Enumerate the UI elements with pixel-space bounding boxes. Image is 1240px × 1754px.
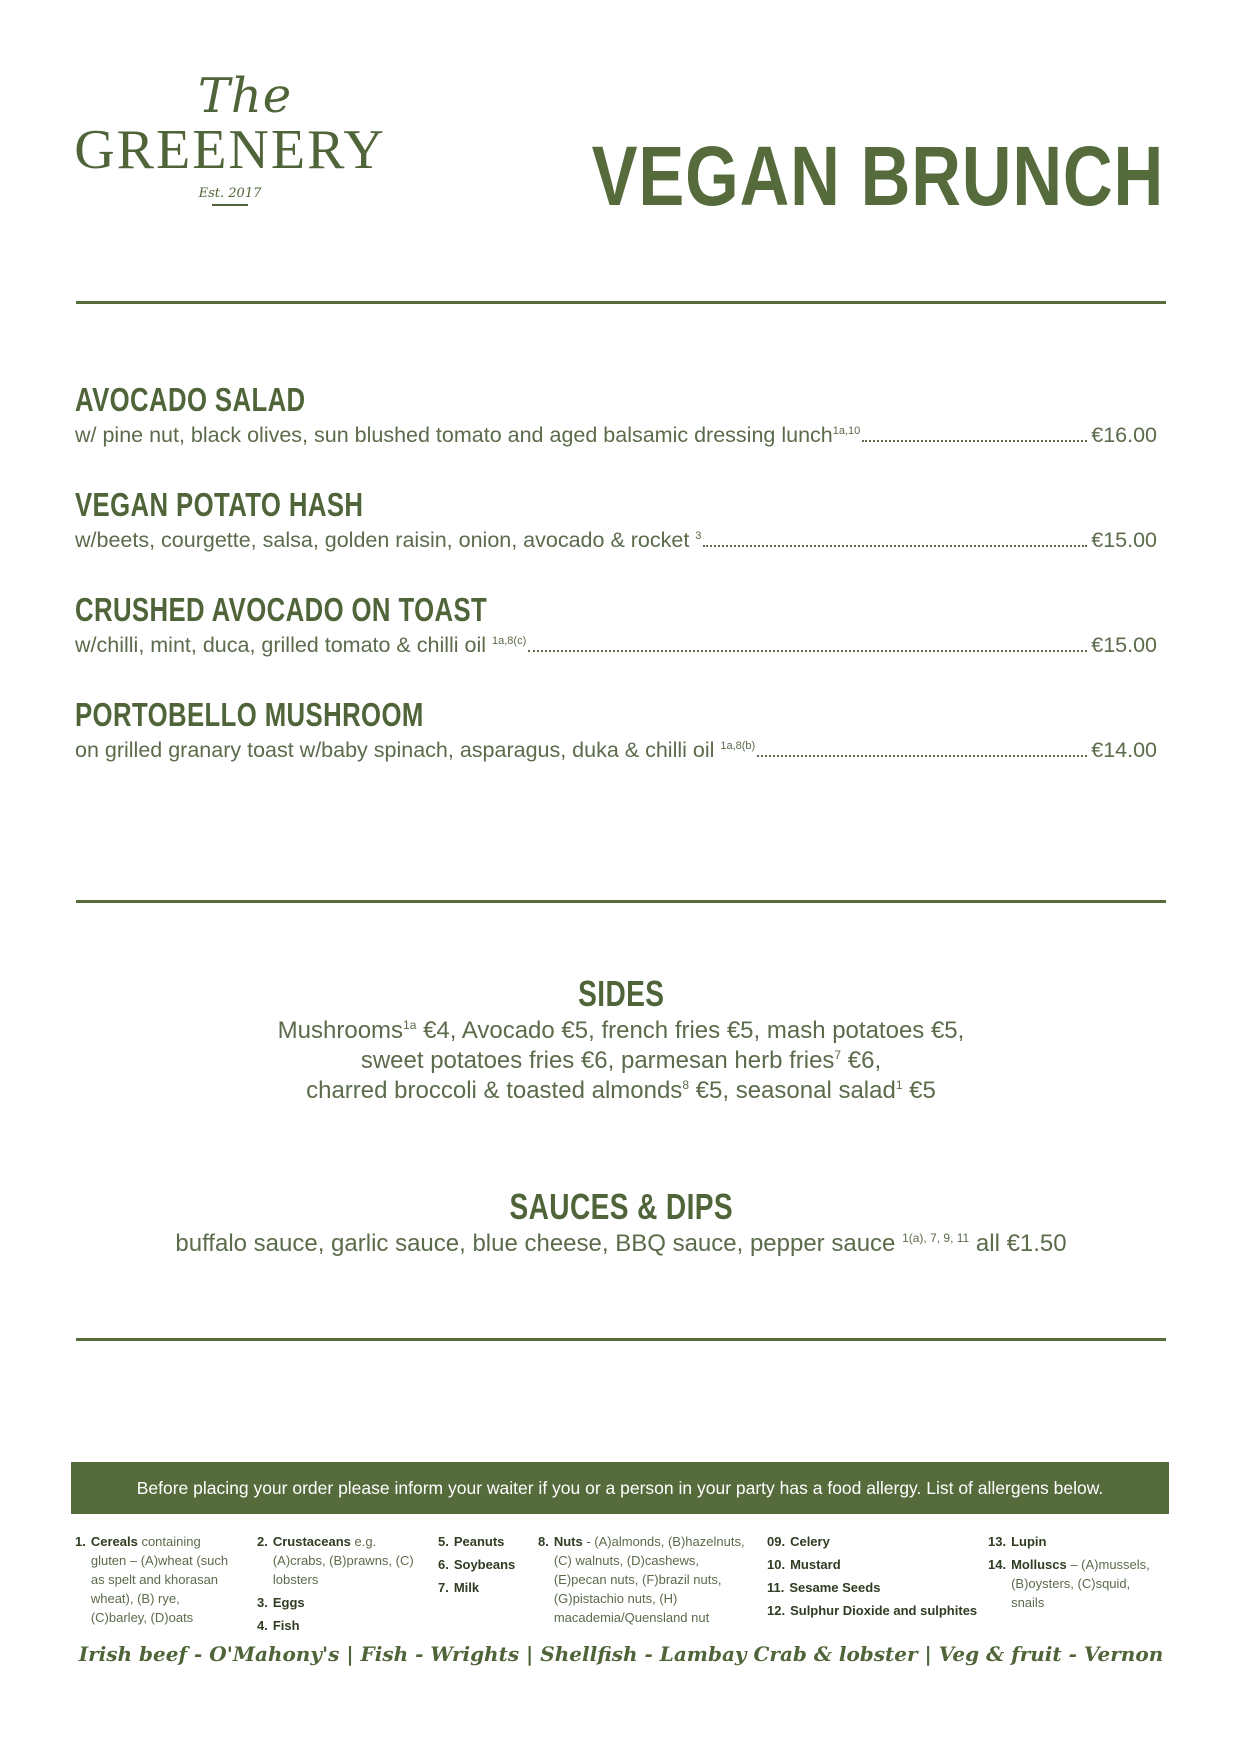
allergen-column [538, 1532, 748, 1631]
allergen-item: 09. Celery [767, 1534, 830, 1549]
dot-leader [528, 650, 1087, 652]
dot-leader [757, 755, 1087, 757]
dot-leader [703, 545, 1087, 547]
allergen-item: 11. Sesame Seeds [767, 1580, 881, 1595]
allergen-item: 10. Mustard [767, 1557, 841, 1572]
item-line [75, 630, 1157, 660]
allergen-codes: 1a,10 [832, 424, 861, 437]
allergen-column [438, 1532, 538, 1601]
logo-underline [212, 204, 248, 206]
item-line [75, 735, 1157, 765]
allergen-item: 6. Soybeans [438, 1557, 516, 1572]
logo-the: The [197, 68, 293, 124]
allergen-column [767, 1532, 1007, 1624]
item-name: AVOCADO SALAD [75, 381, 306, 418]
allergen-item: 3. Eggs [257, 1595, 305, 1610]
divider-bottom [76, 1338, 1166, 1341]
allergen-item: 2. Crustaceans e.g. (A)crabs, (B)prawns, (C) lobsters [257, 1534, 414, 1587]
logo-name: GREENERY [74, 119, 386, 181]
divider-middle [76, 900, 1166, 903]
item-name: VEGAN POTATO HASH [75, 486, 364, 523]
item-price: €14.00 [1091, 738, 1157, 762]
sauces-section [76, 1185, 1166, 1259]
menu-items [75, 380, 1163, 800]
menu-item [75, 590, 1163, 695]
item-price: €16.00 [1091, 423, 1157, 447]
item-description: on grilled granary toast w/baby spinach, asparagus, duka & chilli oil $^{1a,8(b)}$ [75, 738, 756, 762]
allergen-column [988, 1532, 1163, 1616]
divider-top [76, 301, 1166, 304]
item-line [75, 420, 1157, 450]
allergen-item: 5. Peanuts [438, 1534, 505, 1549]
item-description: w/ pine nut, black olives, sun blushed tomato and aged balsamic dressing lunch$^{1a,10}$ [75, 423, 861, 447]
menu-item [75, 380, 1163, 485]
allergen-item: 1. Cereals containing gluten – (A)wheat (such as spelt and khorasan wheat), (B) rye, (C)barley, (D)oats [75, 1534, 229, 1625]
page-title: VEGAN BRUNCH [591, 129, 1164, 223]
menu-item [75, 695, 1163, 800]
item-price: €15.00 [1091, 633, 1157, 657]
allergen-item: 14. Molluscs – (A)mussels, (B)oysters, (C)squid, snails [988, 1557, 1150, 1610]
item-description: w/beets, courgette, salsa, golden raisin, onion, avocado & rocket $^3$ [75, 528, 702, 552]
brand-logo [70, 70, 390, 206]
allergen-item: 12. Sulphur Dioxide and sulphites [767, 1603, 978, 1618]
suppliers-footer: Irish beef - O'Mahony's | Fish - Wrights | Shellfish - Lambay Crab & lobster | Veg & fruit - Vernon [78, 1642, 1164, 1666]
item-name: CRUSHED AVOCADO ON TOAST [75, 591, 488, 628]
item-line [75, 525, 1157, 555]
sauces-text: buffalo sauce, garlic sauce, blue cheese, BBQ sauce, pepper sauce $^{1(a), 7, 9, 11}$ all €1.50 [175, 1230, 1067, 1257]
allergen-item: 7. Milk [438, 1580, 480, 1595]
allergen-codes: 1a,8(b) [720, 739, 756, 752]
sauces-title: SAUCES & DIPS [509, 1186, 733, 1227]
allergen-column [257, 1532, 427, 1639]
allergen-item: 8. Nuts - (A)almonds, (B)hazelnuts, (C) walnuts, (D)cashews, (E)pecan nuts, (F)brazil nuts, (G)pistachio nuts, (H) macademia/Quensland nut [538, 1534, 745, 1625]
allergy-notice-banner: Before placing your order please inform your waiter if you or a person in your party has a food allergy. List of allergens below. [71, 1462, 1169, 1514]
allergen-item: 13. Lupin [988, 1534, 1047, 1549]
logo-established: Est. 2017 [198, 186, 262, 201]
item-price: €15.00 [1091, 528, 1157, 552]
item-description: w/chilli, mint, duca, grilled tomato & chilli oil $^{1a,8(c)}$ [75, 633, 527, 657]
sides-text: Mushrooms$^{1a}$ €4, Avocado €5, french fries €5, mash potatoes €5, sweet potatoes fries €6, parmesan herb fries$^7$ €6, charred broccoli & toasted almonds$^8$ €5, seasonal salad$^1$ €5 [277, 1017, 965, 1104]
sides-title: SIDES [577, 973, 665, 1014]
allergen-codes: 3 [695, 529, 702, 542]
allergen-codes: 1a,8(c) [492, 634, 527, 647]
item-name: PORTOBELLO MUSHROOM [75, 696, 424, 733]
menu-item [75, 485, 1163, 590]
allergen-column [75, 1532, 235, 1631]
sides-section [76, 972, 1166, 1106]
allergen-item: 4. Fish [257, 1618, 300, 1633]
dot-leader [862, 440, 1087, 442]
